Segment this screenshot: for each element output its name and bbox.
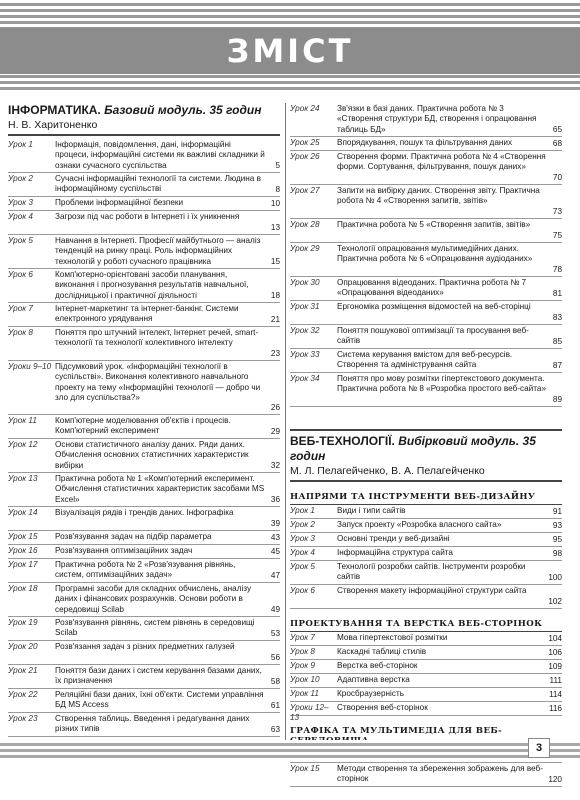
lesson-label: Урок 19	[8, 618, 38, 627]
web-title: ВЕБ-ТЕХНОЛОГІЇ.	[290, 434, 395, 448]
lesson-page: 81	[552, 288, 562, 298]
lesson-row	[8, 235, 280, 269]
lesson-label: Урок 15	[8, 532, 38, 541]
lesson-page: 91	[552, 506, 562, 516]
lesson-label: Урок 18	[8, 584, 38, 593]
lesson-label: Урок 2	[8, 174, 33, 183]
lesson-row	[290, 547, 562, 561]
lesson-page: 85	[552, 336, 562, 346]
lesson-label: Урок 24	[290, 104, 320, 113]
lesson-title: Основи статистичного аналізу даних. Ряди даних. Обчислення основних статистичних характеристик вибірки	[55, 440, 249, 470]
lesson-entry	[55, 618, 280, 639]
lesson-page: 45	[270, 546, 280, 556]
lesson-title: Поняття про мову розмітки гіпертекстового документа. Практична робота № 8 «Розробка простого веб-сайта»	[337, 374, 547, 394]
lesson-page: 98	[552, 548, 562, 558]
lesson-row	[8, 617, 280, 641]
lesson-page: 10	[270, 198, 280, 208]
lesson-row	[8, 545, 280, 559]
lesson-page: 73	[552, 206, 562, 216]
lesson-row	[290, 702, 562, 723]
lesson-row	[8, 689, 280, 713]
lesson-label: Урок 14	[8, 508, 38, 517]
lesson-label: Урок 21	[8, 666, 38, 675]
lesson-title: Верстка веб-сторінок	[337, 661, 418, 670]
lesson-row	[290, 301, 562, 325]
lesson-page: 21	[270, 314, 280, 324]
lesson-row	[8, 473, 280, 507]
lesson-label: Урок 6	[290, 586, 315, 595]
lesson-label: Урок 7	[290, 633, 315, 642]
lesson-label: Урок 8	[8, 328, 33, 337]
lesson-page: 13	[270, 222, 280, 232]
lesson-row	[8, 439, 280, 473]
lesson-label: Урок 17	[8, 560, 38, 569]
lesson-title: Створення таблиць. Введення і редагування даних різних типів	[55, 714, 250, 734]
lesson-entry	[55, 508, 280, 529]
lesson-row	[8, 641, 280, 665]
informatics-authors: Н. В. Харитоненко	[8, 118, 280, 136]
lesson-label: Урок 13	[8, 474, 38, 483]
lesson-title: Адаптивна верстка	[337, 675, 410, 684]
lesson-page: 70	[552, 172, 562, 182]
lesson-row	[290, 103, 562, 137]
lesson-title: Основні тренди у веб-дизайні	[337, 534, 450, 543]
lesson-label: Урок 23	[8, 714, 38, 723]
lesson-title: Поняття бази даних і систем керування базами даних, їх призначення	[55, 666, 262, 686]
lesson-label: Урок 30	[290, 278, 320, 287]
lesson-entry	[55, 440, 280, 471]
lesson-entry	[55, 140, 280, 171]
lesson-row	[8, 415, 280, 439]
footer-stripes	[0, 740, 580, 760]
lesson-label: Урок 6	[8, 270, 33, 279]
lesson-entry	[337, 633, 562, 644]
lesson-label: Урок 32	[290, 326, 320, 335]
informatics-title: ІНФОРМАТИКА.	[8, 103, 101, 117]
web-module-title	[290, 434, 562, 464]
lesson-row	[290, 137, 562, 151]
lesson-title: Поняття пошукової оптимізації та просування веб-сайтів	[337, 326, 529, 346]
lesson-label: Урок 10	[290, 675, 320, 684]
lesson-label: Урок 31	[290, 302, 320, 311]
lesson-row	[290, 674, 562, 688]
lesson-row	[290, 533, 562, 547]
lesson-page: 83	[552, 312, 562, 322]
lesson-title: Комп'ютерне моделювання об'єктів і процесів. Комп'ютерний експеримент	[55, 416, 231, 436]
lesson-title: Ергономіка розміщення відомостей на веб-сторінці	[337, 302, 531, 311]
lesson-title: Інформаційна структура сайта	[337, 548, 453, 557]
lesson-page: 100	[548, 572, 562, 582]
lesson-page: 93	[552, 520, 562, 530]
lesson-row	[290, 349, 562, 373]
lesson-entry	[337, 278, 562, 299]
lesson-title: Мова гіпертекстової розмітки	[337, 633, 448, 642]
lesson-title: Опрацювання відеоданих. Практична робота № 7 «Опрацювання відеоданих»	[337, 278, 527, 298]
lesson-title: Система керування вмістом для веб-ресурсів. Створення та адміністрування сайта	[337, 350, 513, 370]
lesson-row	[8, 559, 280, 583]
lesson-entry	[55, 270, 280, 301]
lesson-entry	[337, 764, 562, 785]
web-authors: М. Л. Пелагейченко, В. А. Пелагейченко	[290, 464, 562, 482]
lesson-row	[290, 585, 562, 609]
lesson-title: Загрози під час роботи в Інтернеті і їх уникнення	[55, 212, 240, 221]
lesson-page: 65	[552, 124, 562, 134]
lesson-entry	[337, 534, 562, 545]
lesson-title: Розв'язування рівнянь, систем рівнянь в середовищі Scilab	[55, 618, 255, 638]
lesson-page: 39	[270, 518, 280, 528]
lesson-title: Створення веб-сторінок	[337, 703, 428, 712]
lesson-title: Види і типи сайтів	[337, 506, 406, 515]
lesson-entry	[337, 104, 562, 135]
lesson-title: Кросбраузерність	[337, 689, 404, 698]
lesson-row	[8, 269, 280, 303]
lesson-entry	[337, 138, 562, 149]
lesson-page: 87	[552, 360, 562, 370]
lesson-page: 104	[548, 633, 562, 643]
lesson-title: Комп'ютерно-орієнтовані засоби планування, виконання і прогнозування результатів навчальної, дослідницької і практичної діяльності	[55, 270, 249, 300]
lesson-row	[290, 151, 562, 185]
lesson-entry	[55, 174, 280, 195]
lesson-entry	[55, 328, 280, 359]
lesson-title: Запуск проекту «Розробка власного сайта»	[337, 520, 502, 529]
lesson-entry	[55, 714, 280, 735]
lesson-page: 56	[270, 652, 280, 662]
lesson-label: Урок 9	[290, 661, 315, 670]
lesson-page: 29	[270, 426, 280, 436]
lesson-row	[290, 243, 562, 277]
lesson-title: Каскадні таблиці стилів	[337, 647, 427, 656]
section-heading: ГРАФІКА ТА МУЛЬТИМЕДІА ДЛЯ ВЕБ-	[290, 724, 562, 749]
lesson-label: Уроки 12–13	[290, 703, 329, 723]
lesson-entry	[55, 362, 280, 413]
lesson-row	[290, 373, 562, 407]
informatics-lesson-list	[8, 139, 280, 737]
lesson-row	[290, 632, 562, 646]
lesson-page: 68	[552, 138, 562, 148]
lesson-label: Урок 28	[290, 220, 320, 229]
lesson-label: Урок 4	[8, 212, 33, 221]
lesson-label: Урок 3	[8, 198, 33, 207]
page-title: ЗМІСТ	[226, 32, 354, 70]
lesson-row	[8, 713, 280, 737]
lesson-title: Навчання в Інтернеті. Професії майбутнього — аналіз тенденцій на ринку праці. Роль інформаційних технологій у роботі сучасного працівника	[55, 236, 261, 266]
lesson-entry	[55, 236, 280, 267]
lesson-page: 26	[270, 402, 280, 412]
lesson-label: Урок 16	[8, 546, 38, 555]
lesson-title: Впорядкування, пошук та фільтрування даних	[337, 138, 513, 147]
lesson-page: 95	[552, 534, 562, 544]
lesson-row	[8, 583, 280, 617]
lesson-entry	[337, 647, 562, 658]
lesson-label: Урок 3	[290, 534, 315, 543]
lesson-title: Інтернет-маркетинг та інтернет-банкінг. Системи електронного урядування	[55, 304, 239, 324]
lesson-row	[290, 505, 562, 519]
lesson-row	[8, 197, 280, 211]
lesson-entry	[55, 416, 280, 437]
lesson-label: Урок 8	[290, 647, 315, 656]
lesson-entry	[337, 520, 562, 531]
lesson-row	[290, 325, 562, 349]
section-heading: ПРОЕКТУВАННЯ ТА ВЕРСТКА ВЕБ-СТОРІНОК	[290, 617, 562, 632]
left-column	[8, 103, 280, 737]
lesson-page: 36	[270, 494, 280, 504]
lesson-label: Урок 20	[8, 642, 38, 651]
lesson-title: Методи створення та збереження зображень для веб-сторінок	[337, 764, 543, 784]
lesson-row	[8, 361, 280, 415]
lesson-page: 61	[270, 700, 280, 710]
lesson-label: Урок 5	[290, 562, 315, 571]
lesson-page: 114	[548, 689, 562, 699]
lesson-page: 78	[552, 264, 562, 274]
lesson-label: Урок 27	[290, 186, 320, 195]
lesson-row	[8, 507, 280, 531]
lesson-label: Урок 26	[290, 152, 320, 161]
lesson-title: Практична робота № 2 «Розв'язування рівнянь, систем, оптимізаційних задач»	[55, 560, 236, 580]
lesson-title: Технології розробки сайтів. Інструменти розробки сайтів	[337, 562, 526, 582]
lesson-page: 47	[270, 570, 280, 580]
column-divider	[285, 103, 286, 755]
lesson-entry	[55, 642, 280, 663]
lesson-row	[8, 173, 280, 197]
lesson-title: Технології опрацювання мультимедійних даних. Практична робота № 6 «Опрацювання аудіоданих»	[337, 244, 533, 264]
lesson-label: Урок 15	[290, 764, 320, 773]
lesson-entry	[337, 661, 562, 672]
lesson-entry	[55, 546, 280, 557]
lesson-page: 5	[275, 160, 280, 170]
lesson-entry	[337, 326, 562, 347]
lesson-entry	[337, 350, 562, 371]
lesson-entry	[337, 562, 562, 583]
lesson-row	[290, 646, 562, 660]
lesson-page: 102	[548, 596, 562, 606]
lesson-page: 23	[270, 348, 280, 358]
lesson-page: 109	[548, 661, 562, 671]
lesson-label: Урок 12	[8, 440, 38, 449]
lesson-page: 120	[548, 774, 562, 784]
informatics-module-title	[8, 103, 280, 118]
lesson-title: Розв'язування оптимізаційних задач	[55, 546, 193, 555]
lesson-entry	[55, 666, 280, 687]
lesson-row	[290, 519, 562, 533]
lesson-title: Практична робота № 5 «Створення запитів, звітів»	[337, 220, 531, 229]
web-subtitle: Вибірковий модуль. 35 годин	[290, 434, 536, 463]
lesson-page: 106	[548, 647, 562, 657]
lesson-row	[8, 327, 280, 361]
lesson-page: 43	[270, 532, 280, 542]
lesson-entry	[337, 152, 562, 183]
lesson-label: Урок 4	[290, 548, 315, 557]
lesson-title: Програмні засоби для складних обчислень, аналізу даних і фінансових розрахунків. Основи роботи в середовищі Scilab	[55, 584, 252, 614]
lesson-page: 15	[270, 256, 280, 266]
lesson-row	[290, 219, 562, 243]
lesson-title: Підсумковий урок. «Інформаційні технології в суспільстві». Виконання колективного навчального проекту на тему «Інформаційні технології — добро чи зло для суспільства?»	[55, 362, 261, 403]
lesson-row	[290, 185, 562, 219]
lesson-page: 32	[270, 460, 280, 470]
lesson-label: Урок 11	[290, 689, 319, 698]
lesson-label: Урок 34	[290, 374, 320, 383]
lesson-title: Запити на вибірку даних. Створення звіту. Практична робота № 4 «Створення запитів, звітів»	[337, 186, 540, 206]
lesson-page: 89	[552, 394, 562, 404]
lesson-row	[8, 211, 280, 235]
lesson-label: Урок 22	[8, 690, 38, 699]
lesson-row	[290, 561, 562, 585]
lesson-page: 53	[270, 628, 280, 638]
lesson-label: Урок 5	[8, 236, 33, 245]
lesson-title: Розв'язання задач з різних предметних галузей	[55, 642, 235, 651]
lesson-title: Сучасні інформаційні технології та системи. Людина в інформаційному суспільстві	[55, 174, 261, 194]
lesson-entry	[337, 703, 562, 714]
lesson-entry	[55, 532, 280, 543]
lesson-entry	[337, 186, 562, 217]
lesson-title: Створення макету інформаційної структури сайта	[337, 586, 527, 595]
lesson-title: Розв'язування задач на підбір параметра	[55, 532, 212, 541]
lesson-title: Реляційні бази даних, їхні об'єкти. Системи управління БД MS Access	[55, 690, 264, 710]
lesson-title: Поняття про штучний інтелект, Інтернет речей, smart-технології та технології колективного інтелекту	[55, 328, 259, 348]
lesson-row	[290, 688, 562, 702]
section-heading: НАПРЯМИ ТА ІНСТРУМЕНТИ ВЕБ-ДИЗАЙНУ	[290, 490, 562, 505]
lesson-entry	[337, 506, 562, 517]
lesson-label: Урок 1	[290, 506, 315, 515]
lesson-page: 111	[549, 675, 562, 685]
lesson-entry	[55, 560, 280, 581]
lesson-label: Урок 1	[8, 140, 33, 149]
lesson-title: Створення форми. Практична робота № 4 «Створення форми. Сортування, фільтрування, пошук даних»	[337, 152, 546, 172]
lesson-page: 18	[270, 290, 280, 300]
lesson-row	[8, 139, 280, 173]
lesson-title: Інформація, повідомлення, дані, інформаційні процеси, інформаційні системи як важливі складники й ознаки сучасного суспільства	[55, 140, 265, 170]
lesson-label: Уроки 9–10	[8, 362, 52, 371]
lesson-label: Урок 2	[290, 520, 315, 529]
lesson-entry	[337, 586, 562, 607]
lesson-label: Урок 11	[8, 416, 37, 425]
lesson-row	[8, 665, 280, 689]
lesson-title: Зв'язки в базі даних. Практична робота № 3 «Створення структури БД, створення і опрацювання таблиць БД»	[337, 104, 537, 134]
lesson-page: 49	[270, 604, 280, 614]
right-column	[290, 103, 562, 787]
lesson-label: Урок 29	[290, 244, 320, 253]
lesson-entry	[55, 212, 280, 233]
lesson-entry	[337, 220, 562, 241]
lesson-row	[290, 660, 562, 674]
lesson-entry	[337, 302, 562, 323]
lesson-entry	[337, 548, 562, 559]
lesson-entry	[55, 198, 280, 209]
lesson-row	[8, 303, 280, 327]
informatics-subtitle: Базовий модуль. 35 годин	[104, 103, 262, 117]
lesson-entry	[55, 304, 280, 325]
lesson-page: 75	[552, 230, 562, 240]
lesson-label: Урок 25	[290, 138, 320, 147]
lesson-entry	[337, 689, 562, 700]
lesson-entry	[337, 374, 562, 405]
lesson-title: Візуалізація рядів і трендів даних. Інфографіка	[55, 508, 234, 517]
lesson-entry	[55, 584, 280, 615]
continued-lesson-list	[290, 103, 562, 407]
lesson-entry	[55, 474, 280, 505]
lesson-row	[290, 277, 562, 301]
lesson-entry	[337, 244, 562, 275]
lesson-page: 8	[275, 184, 280, 194]
lesson-entry	[337, 675, 562, 686]
lesson-label: Урок 7	[8, 304, 33, 313]
lesson-row	[8, 531, 280, 545]
lesson-entry	[55, 690, 280, 711]
web-module	[290, 429, 562, 787]
lesson-label: Урок 33	[290, 350, 320, 359]
lesson-row	[290, 763, 562, 787]
page-number: 3	[528, 738, 550, 758]
lesson-title: Практична робота № 1 «Комп'ютерний експеримент. Обчислення статистичних характеристик засобами MS Excel»	[55, 474, 265, 504]
lesson-page: 63	[270, 724, 280, 734]
lesson-page: 116	[548, 703, 562, 713]
lesson-title: Проблеми інформаційної безпеки	[55, 198, 184, 207]
lesson-page: 58	[270, 676, 280, 686]
